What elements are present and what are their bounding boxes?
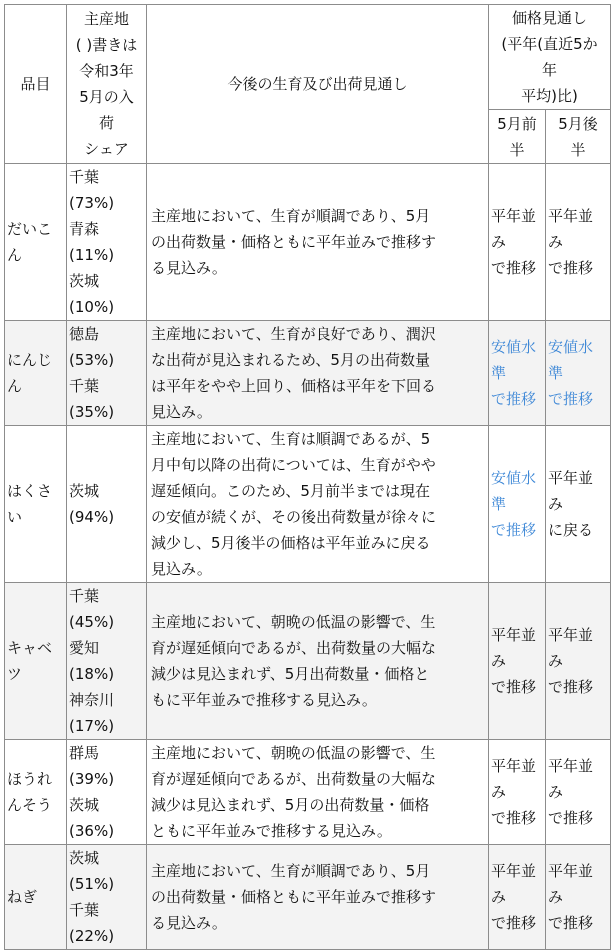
text-line: で推移 bbox=[548, 678, 594, 696]
text-line: 茨城 bbox=[69, 849, 100, 867]
text-line: にんじ bbox=[7, 351, 53, 369]
text-line: 準 bbox=[548, 364, 564, 382]
text-line: 安値水 bbox=[491, 469, 537, 487]
price-early-cell bbox=[489, 164, 546, 321]
text-line: 準 bbox=[491, 364, 507, 382]
table-row bbox=[5, 426, 611, 583]
text-line: で推移 bbox=[491, 521, 537, 539]
header-area bbox=[67, 5, 147, 164]
text-line: (11%) bbox=[69, 246, 115, 264]
header-early-may bbox=[489, 110, 546, 164]
price-early-cell bbox=[489, 583, 546, 740]
area-cell bbox=[67, 845, 147, 950]
text-line: 青森 bbox=[69, 220, 100, 238]
outlook-cell bbox=[147, 583, 489, 740]
text-line: 主産地において、生育が良好であり、潤沢 bbox=[151, 325, 436, 343]
text-line: み bbox=[548, 233, 564, 251]
text-line: 愛知 bbox=[69, 639, 100, 657]
area-cell bbox=[67, 164, 147, 321]
price-late-cell bbox=[546, 845, 611, 950]
text-line: 月中旬以降の出荷については、生育がやや bbox=[151, 456, 436, 474]
text-line: 安値水 bbox=[548, 338, 594, 356]
header-outlook: 今後の生育及び出荷見通し bbox=[147, 5, 489, 164]
text-line: の出荷数量・価格ともに平年並みで推移す bbox=[151, 888, 437, 906]
text-line: 育が遅延傾向であるが、出荷数量の大幅な bbox=[151, 639, 437, 657]
text-line: み bbox=[491, 783, 507, 801]
text-line: ( )書きは bbox=[75, 36, 138, 54]
outlook-cell bbox=[147, 164, 489, 321]
text-line: み bbox=[491, 652, 507, 670]
price-late-cell bbox=[546, 321, 611, 426]
price-late-cell bbox=[546, 583, 611, 740]
text-line: (36%) bbox=[69, 822, 115, 840]
area-cell bbox=[67, 321, 147, 426]
text-line: (10%) bbox=[69, 298, 115, 316]
table-row bbox=[5, 583, 611, 740]
price-late-cell bbox=[546, 426, 611, 583]
text-line: 平年並 bbox=[491, 862, 537, 880]
text-line: み bbox=[548, 888, 564, 906]
text-line: 茨城 bbox=[69, 482, 100, 500]
text-line: (17%) bbox=[69, 717, 115, 735]
table-row bbox=[5, 164, 611, 321]
text-line: (35%) bbox=[69, 403, 115, 421]
text-line: 主産地において、生育が順調であり、5月 bbox=[151, 862, 431, 880]
area-cell bbox=[67, 426, 147, 583]
item-cell bbox=[5, 321, 67, 426]
text-line: ねぎ bbox=[7, 888, 38, 906]
text-line: で推移 bbox=[548, 809, 594, 827]
text-line: (39%) bbox=[69, 770, 115, 788]
table-row bbox=[5, 845, 611, 950]
text-line: 半 bbox=[509, 140, 525, 159]
text-line: 価格見通し bbox=[511, 9, 587, 27]
text-line: (94%) bbox=[69, 508, 115, 526]
text-line: 主産地において、生育は順調であるが、5 bbox=[151, 430, 431, 448]
price-early-cell bbox=[489, 845, 546, 950]
text-line: 主産地において、朝晩の低温の影響で、生 bbox=[151, 613, 436, 631]
text-line: 令和3年 bbox=[79, 62, 134, 80]
item-cell bbox=[5, 740, 67, 845]
text-line: (45%) bbox=[69, 613, 115, 631]
text-line: 5月後 bbox=[558, 114, 598, 133]
area-cell bbox=[67, 583, 147, 740]
text-line: い bbox=[7, 508, 23, 526]
text-line: ん bbox=[7, 246, 23, 264]
text-line: はくさ bbox=[7, 482, 53, 500]
item-cell bbox=[5, 164, 67, 321]
header-price bbox=[489, 5, 611, 110]
outlook-cell bbox=[147, 845, 489, 950]
text-line: で推移 bbox=[548, 259, 594, 277]
text-line: 減少は見込まれず、5月の出荷数量・価格 bbox=[151, 796, 430, 814]
text-line: 半 bbox=[570, 140, 586, 159]
text-line: 平年並 bbox=[548, 469, 594, 487]
text-line: 千葉 bbox=[69, 901, 100, 919]
text-line: 見込み。 bbox=[151, 403, 212, 421]
price-late-cell bbox=[546, 164, 611, 321]
table-row bbox=[5, 321, 611, 426]
text-line: ツ bbox=[7, 665, 23, 683]
text-line: で推移 bbox=[491, 914, 537, 932]
text-line: シェア bbox=[84, 140, 129, 158]
text-line: 主産地 bbox=[83, 10, 129, 28]
price-early-cell bbox=[489, 426, 546, 583]
text-line: 徳島 bbox=[69, 325, 100, 343]
text-line: (18%) bbox=[69, 665, 115, 683]
text-line: キャベ bbox=[7, 639, 53, 657]
text-line: もに平年並みで推移する見込み。 bbox=[151, 691, 377, 709]
text-line: み bbox=[491, 233, 507, 251]
text-line: (53%) bbox=[69, 351, 115, 369]
text-line: (51%) bbox=[69, 875, 115, 893]
text-line: で推移 bbox=[491, 390, 537, 408]
text-line: 見込み。 bbox=[151, 560, 212, 578]
header-item: 品目 bbox=[5, 5, 67, 164]
text-line: 平年並 bbox=[491, 757, 537, 775]
price-early-cell bbox=[489, 740, 546, 845]
text-line: の安値が続くが、その後出荷数量が徐々に bbox=[151, 508, 437, 526]
text-line: み bbox=[548, 783, 564, 801]
outlook-cell bbox=[147, 321, 489, 426]
text-line: ともに平年並みで推移する見込み。 bbox=[151, 822, 392, 840]
text-line: だいこ bbox=[7, 220, 53, 238]
text-line: ほうれ bbox=[7, 770, 53, 788]
text-line: (平年(直近5か bbox=[501, 35, 598, 53]
text-line: (22%) bbox=[69, 927, 115, 945]
vegetable-outlook-table bbox=[4, 4, 611, 950]
text-line: み bbox=[491, 888, 507, 906]
area-cell bbox=[67, 740, 147, 845]
text-line: 平年並 bbox=[491, 626, 537, 644]
text-line: 減少は見込まれず、5月出荷数量・価格と bbox=[151, 665, 430, 683]
text-line: で推移 bbox=[491, 259, 537, 277]
text-line: 茨城 bbox=[69, 796, 100, 814]
text-line: 5月の入 bbox=[79, 88, 134, 106]
text-line: 茨城 bbox=[69, 272, 100, 290]
text-line: 平年並 bbox=[491, 207, 537, 225]
text-line: 主産地において、生育が順調であり、5月 bbox=[151, 207, 431, 225]
text-line: (73%) bbox=[69, 194, 115, 212]
outlook-cell bbox=[147, 740, 489, 845]
item-cell bbox=[5, 426, 67, 583]
text-line: 千葉 bbox=[69, 587, 100, 605]
text-line: み bbox=[548, 495, 564, 513]
item-cell bbox=[5, 583, 67, 740]
text-line: な出荷が見込まれるため、5月の出荷数量 bbox=[151, 351, 430, 369]
text-line: 準 bbox=[491, 495, 507, 513]
text-line: で推移 bbox=[548, 914, 594, 932]
text-line: る見込み。 bbox=[151, 259, 227, 277]
text-line: で推移 bbox=[491, 678, 537, 696]
text-line: の出荷数量・価格ともに平年並みで推移す bbox=[151, 233, 437, 251]
text-line: は平年をやや上回り、価格は平年を下回る bbox=[151, 377, 437, 395]
text-line: 荷 bbox=[98, 114, 114, 132]
text-line: に戻る bbox=[548, 521, 594, 539]
text-line: 千葉 bbox=[69, 168, 100, 186]
text-line: 年 bbox=[541, 61, 557, 79]
text-line: 平均)比) bbox=[521, 87, 578, 105]
text-line: 平年並 bbox=[548, 862, 594, 880]
text-line: 平年並 bbox=[548, 757, 594, 775]
text-line: 5月前 bbox=[497, 114, 537, 133]
text-line: る見込み。 bbox=[151, 914, 227, 932]
text-line: み bbox=[548, 652, 564, 670]
text-line: 減少し、5月後半の価格は平年並みに戻る bbox=[151, 534, 431, 552]
item-cell bbox=[5, 845, 67, 950]
header-late-may bbox=[546, 110, 611, 164]
text-line: 群馬 bbox=[69, 744, 100, 762]
text-line: 千葉 bbox=[69, 377, 100, 395]
text-line: 遅延傾向。このため、5月前半までは現在 bbox=[151, 482, 430, 500]
text-line: で推移 bbox=[491, 809, 537, 827]
text-line: 主産地において、朝晩の低温の影響で、生 bbox=[151, 744, 436, 762]
price-late-cell bbox=[546, 740, 611, 845]
outlook-cell bbox=[147, 426, 489, 583]
text-line: 安値水 bbox=[491, 338, 537, 356]
text-line: 神奈川 bbox=[69, 691, 115, 709]
price-early-cell bbox=[489, 321, 546, 426]
text-line: 平年並 bbox=[548, 207, 594, 225]
text-line: 平年並 bbox=[548, 626, 594, 644]
text-line: 育が遅延傾向であるが、出荷数量の大幅な bbox=[151, 770, 437, 788]
text-line: ん bbox=[7, 377, 23, 395]
text-line: で推移 bbox=[548, 390, 594, 408]
text-line: んそう bbox=[7, 796, 53, 814]
table-row bbox=[5, 740, 611, 845]
